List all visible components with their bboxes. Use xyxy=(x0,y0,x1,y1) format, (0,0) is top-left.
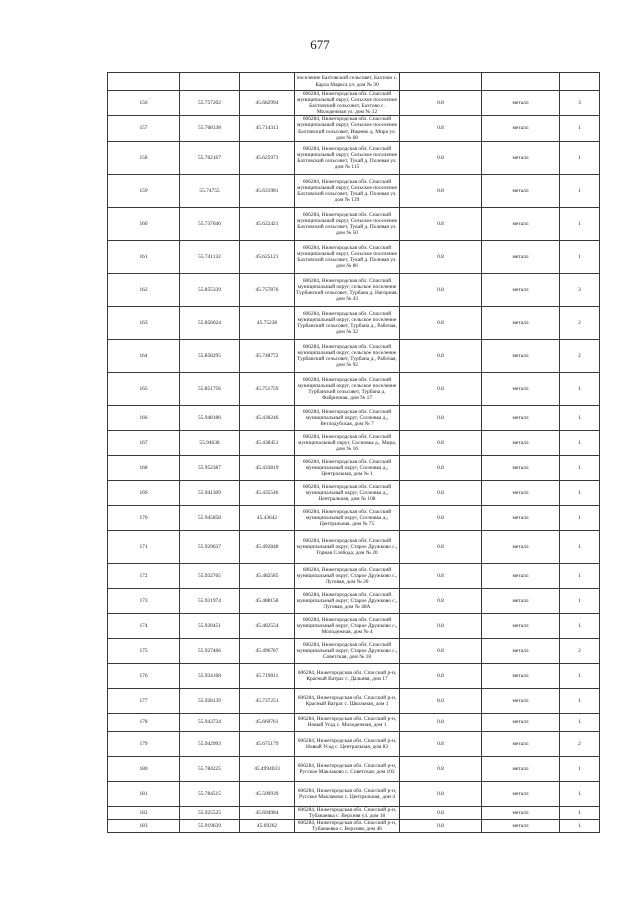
container-count-cell: 3 xyxy=(560,273,600,306)
row-number-cell: 179 xyxy=(108,731,180,756)
table-row xyxy=(108,339,600,372)
row-number-cell: 171 xyxy=(108,530,180,563)
address-cell: 606284, Нижегородская обл. Спасский муниципальный округ, Сосновка д., Центральная, дом № 75 xyxy=(295,505,400,530)
container-volume-cell: 0.8 xyxy=(400,819,482,832)
row-number-cell: 164 xyxy=(108,339,180,372)
row-number-cell: 162 xyxy=(108,273,180,306)
row-number-cell: 168 xyxy=(108,455,180,480)
container-volume-cell: 0.8 xyxy=(400,430,482,455)
material-cell: металл xyxy=(482,207,560,240)
material-cell: металл xyxy=(482,480,560,505)
longitude-cell xyxy=(240,73,295,91)
latitude-cell: 55.934168 xyxy=(180,663,240,688)
material-cell: металл xyxy=(482,663,560,688)
container-count-cell: 1 xyxy=(560,405,600,430)
container-volume-cell: 0.8 xyxy=(400,339,482,372)
address-cell: 606284, Нижегородская обл. Спасский муниципальный округ, Старое Дружково с., Молодежная, дом № 4 xyxy=(295,613,400,638)
container-volume-cell: 0.8 xyxy=(400,806,482,819)
latitude-cell: 55.768138 xyxy=(180,116,240,141)
table-row xyxy=(108,819,600,832)
material-cell: металл xyxy=(482,372,560,405)
latitude-cell: 55.856024 xyxy=(180,306,240,339)
registry-table xyxy=(107,72,600,833)
table-row xyxy=(108,405,600,430)
latitude-cell: 55.942993 xyxy=(180,731,240,756)
container-count-cell: 2 xyxy=(560,731,600,756)
container-count-cell: 1 xyxy=(560,505,600,530)
table-row xyxy=(108,613,600,638)
longitude-cell: 45.4994033 xyxy=(240,756,295,781)
material-cell: металл xyxy=(482,505,560,530)
table-row xyxy=(108,240,600,273)
material-cell: металл xyxy=(482,588,560,613)
longitude-cell: 45.488158 xyxy=(240,588,295,613)
latitude-cell: 55.927466 xyxy=(180,638,240,663)
container-volume-cell: 0.8 xyxy=(400,663,482,688)
container-volume-cell: 0.8 xyxy=(400,713,482,731)
longitude-cell: 45.430246 xyxy=(240,405,295,430)
container-count-cell: 1 xyxy=(560,530,600,563)
address-cell: 606284, Нижегородская обл. Спасский муниципальный округ, сельское поселение Турбанский сельсовет, Турбана д. Фабричная, дом № 17 xyxy=(295,372,400,405)
container-volume-cell: 0.8 xyxy=(400,174,482,207)
latitude-cell: 55.952387 xyxy=(180,455,240,480)
container-count-cell: 2 xyxy=(560,306,600,339)
row-number-cell: 160 xyxy=(108,207,180,240)
material-cell: металл xyxy=(482,731,560,756)
latitude-cell: 55.784225 xyxy=(180,756,240,781)
container-count-cell: 2 xyxy=(560,638,600,663)
address-cell: 606284, Нижегородская обл. Спасский р-н, Новый Усад с. Молодежная, дом 1 xyxy=(295,713,400,731)
latitude-cell: 55.858295 xyxy=(180,339,240,372)
address-cell: 606284, Нижегородская обл. Спасский муниципальный округ, Старое Дружково с., Луговая, дом № 20 xyxy=(295,563,400,588)
table-row xyxy=(108,756,600,781)
table-row xyxy=(108,455,600,480)
table-row xyxy=(108,781,600,806)
table-row xyxy=(108,91,600,116)
table-row xyxy=(108,174,600,207)
longitude-cell: 45.43642 xyxy=(240,505,295,530)
material-cell: металл xyxy=(482,638,560,663)
row-number-cell: 183 xyxy=(108,819,180,832)
row-number-cell: 175 xyxy=(108,638,180,663)
row-number-cell: 165 xyxy=(108,372,180,405)
row-number-cell: 172 xyxy=(108,563,180,588)
latitude-cell: 55.928451 xyxy=(180,613,240,638)
container-volume-cell: 0.8 xyxy=(400,273,482,306)
address-cell: 606284, Нижегородская обл. Спасский муниципальный округ, сельское поселение Турбанский сельсовет, Турбана д., Рабочая, дом № 92 xyxy=(295,339,400,372)
latitude-cell: 55.757202 xyxy=(180,91,240,116)
row-number-cell: 173 xyxy=(108,588,180,613)
row-number-cell: 163 xyxy=(108,306,180,339)
longitude-cell: 45.492848 xyxy=(240,530,295,563)
material-cell: металл xyxy=(482,240,560,273)
container-volume-cell: 0.8 xyxy=(400,405,482,430)
material-cell: металл xyxy=(482,806,560,819)
container-volume-cell: 0.8 xyxy=(400,613,482,638)
container-count-cell: 1 xyxy=(560,688,600,713)
address-cell: 606284, Нижегородская обл. Спасский р-н, Новый Усад с. Центральная, дом 83 xyxy=(295,731,400,756)
container-volume-cell: 0.8 xyxy=(400,588,482,613)
table-row xyxy=(108,306,600,339)
longitude-cell: 45.625121 xyxy=(240,240,295,273)
table-row xyxy=(108,372,600,405)
latitude-cell: 55.931974 xyxy=(180,588,240,613)
table-row xyxy=(108,731,600,756)
address-cell: 606284, Нижегородская обл. Спасский р-н, Красный Ватрас с. Дальняя, дом 17 xyxy=(295,663,400,688)
row-number-cell: 167 xyxy=(108,430,180,455)
table-row xyxy=(108,73,600,91)
latitude-cell: 55.94638 xyxy=(180,430,240,455)
table-row xyxy=(108,806,600,819)
address-cell: 606284, Нижегородская обл. Спасский р-н, Тубанаевка с. Верхняя, дом 46 xyxy=(295,819,400,832)
row-number-cell: 159 xyxy=(108,174,180,207)
container-count-cell: 1 xyxy=(560,207,600,240)
table-row xyxy=(108,588,600,613)
container-volume-cell: 0.8 xyxy=(400,116,482,141)
container-count-cell: 1 xyxy=(560,563,600,588)
container-count-cell: 1 xyxy=(560,141,600,174)
longitude-cell: 45.438451 xyxy=(240,430,295,455)
latitude-cell: 55.919639 xyxy=(180,819,240,832)
address-cell: 606284, Нижегородская обл. Спасский муниципальный округ, Сосновка д., Центральная, дом № 1 xyxy=(295,455,400,480)
container-volume-cell: 0.8 xyxy=(400,756,482,781)
longitude-cell: 45.714313 xyxy=(240,116,295,141)
container-volume-cell: 0.8 xyxy=(400,306,482,339)
address-cell: 606284, Нижегородская обл. Спасский муниципальный округ, Сосновка д., Центральная, дом № 108 xyxy=(295,480,400,505)
address-cell: 606284, Нижегородская обл. Спасский р-н, Русское Маклаково с. Советская, дом 103 xyxy=(295,756,400,781)
container-volume-cell: 0.8 xyxy=(400,91,482,116)
container-count-cell: 1 xyxy=(560,781,600,806)
row-number-cell xyxy=(108,73,180,91)
longitude-cell: 45.675179 xyxy=(240,731,295,756)
container-volume-cell: 0.8 xyxy=(400,505,482,530)
table-row xyxy=(108,530,600,563)
row-number-cell: 178 xyxy=(108,713,180,731)
material-cell: металл xyxy=(482,819,560,832)
material-cell: металл xyxy=(482,174,560,207)
row-number-cell: 181 xyxy=(108,781,180,806)
material-cell: металл xyxy=(482,306,560,339)
latitude-cell: 55.925525 xyxy=(180,806,240,819)
row-number-cell: 169 xyxy=(108,480,180,505)
container-count-cell: 1 xyxy=(560,663,600,688)
address-cell: 606284, Нижегородская обл. Спасский муниципальный округ, Сосновка д., Мира, дом № 16 xyxy=(295,430,400,455)
longitude-cell: 45.435546 xyxy=(240,480,295,505)
row-number-cell: 161 xyxy=(108,240,180,273)
address-cell: 606284, Нижегородская обл. Спасский муниципальный округ, Сельское поселение Бахтовский сельсовет, Тукай д. Полевая ул. дом № 86 xyxy=(295,240,400,273)
latitude-cell: 55.851756 xyxy=(180,372,240,405)
container-volume-cell: 0.8 xyxy=(400,240,482,273)
container-count-cell: 3 xyxy=(560,91,600,116)
latitude-cell: 55.948186 xyxy=(180,405,240,430)
container-volume-cell: 0.8 xyxy=(400,141,482,174)
table-row xyxy=(108,430,600,455)
latitude-cell: 55.784515 xyxy=(180,781,240,806)
latitude-cell: 55.945858 xyxy=(180,505,240,530)
container-count-cell: 2 xyxy=(560,339,600,372)
longitude-cell: 45.69262 xyxy=(240,819,295,832)
material-cell xyxy=(482,73,560,91)
address-cell: 606284, Нижегородская обл. Спасский муниципальный округ, сельское поселение Турбанский сельсовет, Турбана д. Нагорная, дом № 43 xyxy=(295,273,400,306)
container-count-cell: 1 xyxy=(560,806,600,819)
container-count-cell: 1 xyxy=(560,430,600,455)
material-cell: металл xyxy=(482,141,560,174)
container-count-cell: 1 xyxy=(560,588,600,613)
latitude-cell: 55.932765 xyxy=(180,563,240,588)
container-count-cell: 1 xyxy=(560,116,600,141)
longitude-cell: 45.482554 xyxy=(240,613,295,638)
material-cell: металл xyxy=(482,405,560,430)
longitude-cell: 45.433819 xyxy=(240,455,295,480)
longitude-cell: 45.509939 xyxy=(240,781,295,806)
material-cell: металл xyxy=(482,713,560,731)
table-row xyxy=(108,116,600,141)
container-volume-cell: 0.8 xyxy=(400,731,482,756)
row-number-cell: 158 xyxy=(108,141,180,174)
address-cell: 606284, Нижегородская обл. Спасский р-н, Русское Маклаково с. Центральная, дом 4 xyxy=(295,781,400,806)
row-number-cell: 157 xyxy=(108,116,180,141)
container-volume-cell: 0.8 xyxy=(400,207,482,240)
longitude-cell: 45.75238 xyxy=(240,306,295,339)
table-row xyxy=(108,505,600,530)
longitude-cell: 45.751759 xyxy=(240,372,295,405)
container-volume-cell: 0.8 xyxy=(400,455,482,480)
address-cell: 606284, Нижегородская обл. Спасский муниципальный округ, Старое Дружково с., Луговая, дом № 48А xyxy=(295,588,400,613)
container-count-cell xyxy=(560,73,600,91)
longitude-cell: 45.748772 xyxy=(240,339,295,372)
address-cell: 606284, Нижегородская обл. Спасский р-н, Тубанаевка с. Верхняя ул. дом 18 xyxy=(295,806,400,819)
container-volume-cell: 0.8 xyxy=(400,530,482,563)
row-number-cell: 174 xyxy=(108,613,180,638)
latitude-cell: 55.737046 xyxy=(180,207,240,240)
longitude-cell: 45.631981 xyxy=(240,174,295,207)
table-row xyxy=(108,688,600,713)
row-number-cell: 177 xyxy=(108,688,180,713)
row-number-cell: 180 xyxy=(108,756,180,781)
row-number-cell: 166 xyxy=(108,405,180,430)
material-cell: металл xyxy=(482,91,560,116)
longitude-cell: 45.496787 xyxy=(240,638,295,663)
latitude-cell: 55.928139 xyxy=(180,688,240,713)
address-cell: поселение Бахтовский сельсовет, Бахтово с. Карла Маркса ул. дом № 30 xyxy=(295,73,400,91)
container-count-cell: 1 xyxy=(560,372,600,405)
table-row xyxy=(108,713,600,731)
address-cell: 606284, Нижегородская обл. Спасский муниципальный округ, Сельское поселение Бахтовский сельсовет, Тукай д. Полевая ул. дом № 115 xyxy=(295,141,400,174)
address-cell: 606284, Нижегородская обл. Спасский муниципальный округ, Сельское поселение Бахтовский сельсовет, Ищеево д. Мира ул. дом № 68 xyxy=(295,116,400,141)
address-cell: 606284, Нижегородская обл. Спасский муниципальный округ, Сельское поселение Бахтовский сельсовет, Тукай д. Полевая ул. дом № 50 xyxy=(295,207,400,240)
container-count-cell: 1 xyxy=(560,613,600,638)
material-cell: металл xyxy=(482,430,560,455)
longitude-cell: 45.482585 xyxy=(240,563,295,588)
container-count-cell: 1 xyxy=(560,756,600,781)
longitude-cell: 45.757876 xyxy=(240,273,295,306)
table-row xyxy=(108,273,600,306)
row-number-cell: 156 xyxy=(108,91,180,116)
row-number-cell: 170 xyxy=(108,505,180,530)
address-cell: 606284, Нижегородская обл. Спасский муниципальный округ, сельское поселение Турбанский сельсовет, Турбана д., Рабочая, дом № 32 xyxy=(295,306,400,339)
table-row xyxy=(108,563,600,588)
container-count-cell: 1 xyxy=(560,455,600,480)
address-cell: 606284, Нижегородская обл. Спасский муниципальный округ, Сосновка д., Ветлодубская, дом № 7 xyxy=(295,405,400,430)
address-cell: 606284, Нижегородская обл. Спасский муниципальный округ, Старое Дружково с., Советская, дом № 18 xyxy=(295,638,400,663)
material-cell: металл xyxy=(482,688,560,713)
container-count-cell: 1 xyxy=(560,480,600,505)
table-row xyxy=(108,663,600,688)
material-cell: металл xyxy=(482,781,560,806)
container-volume-cell: 8.0 xyxy=(400,688,482,713)
latitude-cell: 55.941309 xyxy=(180,480,240,505)
latitude-cell: 55.74755 xyxy=(180,174,240,207)
address-cell: 606284, Нижегородская обл. Спасский муниципальный округ, Старое Дружково с., Горная Слобода, дом № 20 xyxy=(295,530,400,563)
material-cell: металл xyxy=(482,613,560,638)
container-volume-cell: 0.8 xyxy=(400,638,482,663)
latitude-cell: 55.762167 xyxy=(180,141,240,174)
container-count-cell: 1 xyxy=(560,713,600,731)
longitude-cell: 45.694984 xyxy=(240,806,295,819)
page-number: 677 xyxy=(310,37,330,52)
row-number-cell: 182 xyxy=(108,806,180,819)
material-cell: металл xyxy=(482,273,560,306)
address-cell: 606284, Нижегородская обл. Спасский р-н, Красный Ватрас с. Школьная, дом 1 xyxy=(295,688,400,713)
container-count-cell: 1 xyxy=(560,174,600,207)
container-volume-cell: 0.8 xyxy=(400,480,482,505)
material-cell: металл xyxy=(482,455,560,480)
table-row xyxy=(108,480,600,505)
material-cell: металл xyxy=(482,563,560,588)
longitude-cell: 45.669761 xyxy=(240,713,295,731)
material-cell: металл xyxy=(482,116,560,141)
latitude-cell xyxy=(180,73,240,91)
latitude-cell: 55.929637 xyxy=(180,530,240,563)
container-volume-cell: 0.8 xyxy=(400,372,482,405)
longitude-cell: 45.682994 xyxy=(240,91,295,116)
longitude-cell: 45.719011 xyxy=(240,663,295,688)
container-count-cell: 1 xyxy=(560,240,600,273)
container-volume-cell: 0.8 xyxy=(400,781,482,806)
address-cell: 606284, Нижегородская обл. Спасский муниципальный округ, Сельское поселение Бахтовский сельсовет, Тукай д. Полевая ул. дом № 139 xyxy=(295,174,400,207)
container-volume-cell: 0.8 xyxy=(400,563,482,588)
registry-table-body xyxy=(108,73,600,833)
longitude-cell: 45.737251 xyxy=(240,688,295,713)
container-count-cell: 1 xyxy=(560,819,600,832)
longitude-cell: 45.625973 xyxy=(240,141,295,174)
table-row xyxy=(108,638,600,663)
material-cell: металл xyxy=(482,756,560,781)
address-cell: 606284, Нижегородская обл. Спасский муниципальный округ, Сельское поселение Бахтовский сельсовет, Бахтово с. Молодежная ул. дом № 12 xyxy=(295,91,400,116)
latitude-cell: 55.943734 xyxy=(180,713,240,731)
row-number-cell: 176 xyxy=(108,663,180,688)
latitude-cell: 55.741132 xyxy=(180,240,240,273)
table-row xyxy=(108,141,600,174)
container-volume-cell xyxy=(400,73,482,91)
material-cell: металл xyxy=(482,530,560,563)
material-cell: металл xyxy=(482,339,560,372)
table-row xyxy=(108,207,600,240)
longitude-cell: 45.622421 xyxy=(240,207,295,240)
latitude-cell: 55.855339 xyxy=(180,273,240,306)
